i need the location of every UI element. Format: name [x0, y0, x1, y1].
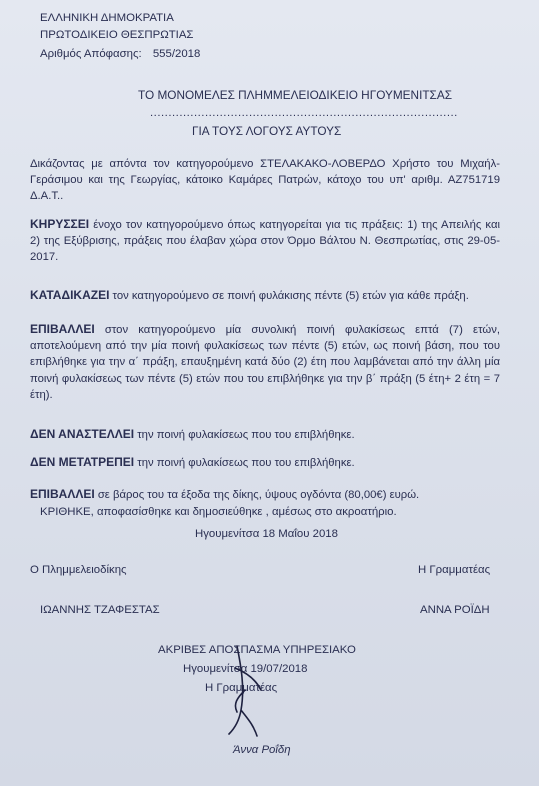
extract-date: Ηγουμενίτσα 19/07/2018: [183, 663, 308, 675]
dotted-separator: ....................................................................................: [150, 107, 458, 119]
sentence-text: τον κατηγορούμενο σε ποινή φυλάκισης πέντε (5) ετών για κάθε πράξη.: [109, 290, 469, 302]
costs-keyword: ΕΠΙΒΑΛΛΕΙ: [30, 487, 95, 501]
judge-name: ΙΩΑΝΝΗΣ ΤΖΑΦΕΣΤΑΣ: [40, 604, 160, 616]
court-title: ΤΟ ΜΟΝΟΜΕΛΕΣ ΠΛΗΜΜΕΛΕΙΟΔΙΚΕΙΟ ΗΓΟΥΜΕΝΙΤΣΑΣ: [138, 88, 453, 102]
no-suspension-keyword: ΔΕΝ ΑΝΑΣΤΕΛΛΕΙ: [30, 427, 135, 441]
extract-role: Η Γραμματέας: [205, 682, 278, 694]
no-suspension-text: την ποινή φυλακίσεως που του επιβλήθηκε.: [134, 429, 355, 441]
total-sentence-keyword: ΕΠΙΒΑΛΛΕΙ: [30, 322, 95, 336]
paragraph-sentence: [30, 287, 500, 304]
verdict-text: ένοχο τον κατηγορούμενο όπως κατηγορείται για τις πράξεις: 1) της Απειλής και 2) της Εξύβρισης, πράξεις που έλαβαν χώρα στον Όρμο Βάλτου Ν. Θεσπρωτίας, στις 29-05-2017.: [30, 219, 500, 264]
decision-label: Αριθμός Απόφασης:: [40, 48, 142, 60]
no-conversion-text: την ποινή φυλακίσεως που του επιβλήθηκε.: [134, 457, 355, 469]
paragraph-defendant: Δικάζοντας με απόντα τον κατηγορούμενο ΣΤΕΛΑΚΑΚΟ-ΛΟΒΕΡΔΟ Χρήστο του Μιχαήλ-Γεράσιμου και της Γεωργίας, κάτοικο Καμάρες Πατρών, κάτοχο του υπ' αριθμ. ΑΖ751719 Δ.Α.Τ..: [30, 158, 500, 203]
secretary-title: Η Γραμματέας: [418, 564, 491, 576]
extract-title: ΑΚΡΙΒΕΣ ΑΠΟΣΠΑΣΜΑ ΥΠΗΡΕΣΙΑΚΟ: [158, 644, 356, 656]
verdict-keyword: ΚΗΡΥΣΣΕΙ: [30, 217, 90, 231]
paragraph-guilty: [30, 216, 500, 266]
secretary-name: ΑΝΝΑ ΡΟΪΔΗ: [420, 604, 490, 616]
paragraph-total-sentence: [30, 321, 500, 403]
decision-number: 555/2018: [152, 48, 201, 60]
extract-name: Άννα Ροΐδη: [233, 744, 291, 756]
handwritten-signature: [215, 638, 275, 748]
header-line-2: ΠΡΩΤΟΔΙΚΕΙΟ ΘΕΣΠΡΩΤΙΑΣ: [40, 29, 194, 41]
header-line-1: ΕΛΛΗΝΙΚΗ ΔΗΜΟΚΡΑΤΙΑ: [40, 12, 174, 24]
no-conversion-keyword: ΔΕΝ ΜΕΤΑΤΡΕΠΕΙ: [30, 455, 135, 469]
date-place: Ηγουμενίτσα 18 Μαΐου 2018: [195, 528, 338, 540]
paragraph-no-suspension: [30, 426, 500, 443]
costs-text: σε βάρος του τα έξοδα της δίκης, ύψους ογδόντα (80,00€) ευρώ.: [94, 489, 420, 501]
paragraph-costs: [30, 486, 500, 503]
total-sentence-text: στον κατηγορούμενο μία συνολική ποινή φυλακίσεως επτά (7) ετών, αποτελούμενη από την μία ποινή φυλακίσεως των πέντε (5) ετών, ως ποινή βάση, που του επιβλήθηκε για την α΄ πράξη, επαυξημένη κατά δύο (2) έτη που λαμβάνεται από την άλλη μία ποινή φυλακίσεως των πέντε (5) ετών που του επιβλήθηκε για την β΄ πράξη (5 έτη+ 2 έτη = 7 έτη).: [30, 324, 500, 401]
decision-number-row: [40, 47, 200, 61]
reasons-heading: ΓΙΑ ΤΟΥΣ ΛΟΓΟΥΣ ΑΥΤΟΥΣ: [192, 124, 342, 138]
paragraph-no-conversion: [30, 454, 500, 471]
sentence-keyword: ΚΑΤΑΔΙΚΑΖΕΙ: [30, 288, 110, 302]
paragraph-decided: ΚΡΙΘΗΚΕ, αποφασίσθηκε και δημοσιεύθηκε , αμέσως στο ακροατήριο.: [40, 506, 397, 518]
judge-title: Ο Πλημμελειοδίκης: [30, 564, 127, 576]
